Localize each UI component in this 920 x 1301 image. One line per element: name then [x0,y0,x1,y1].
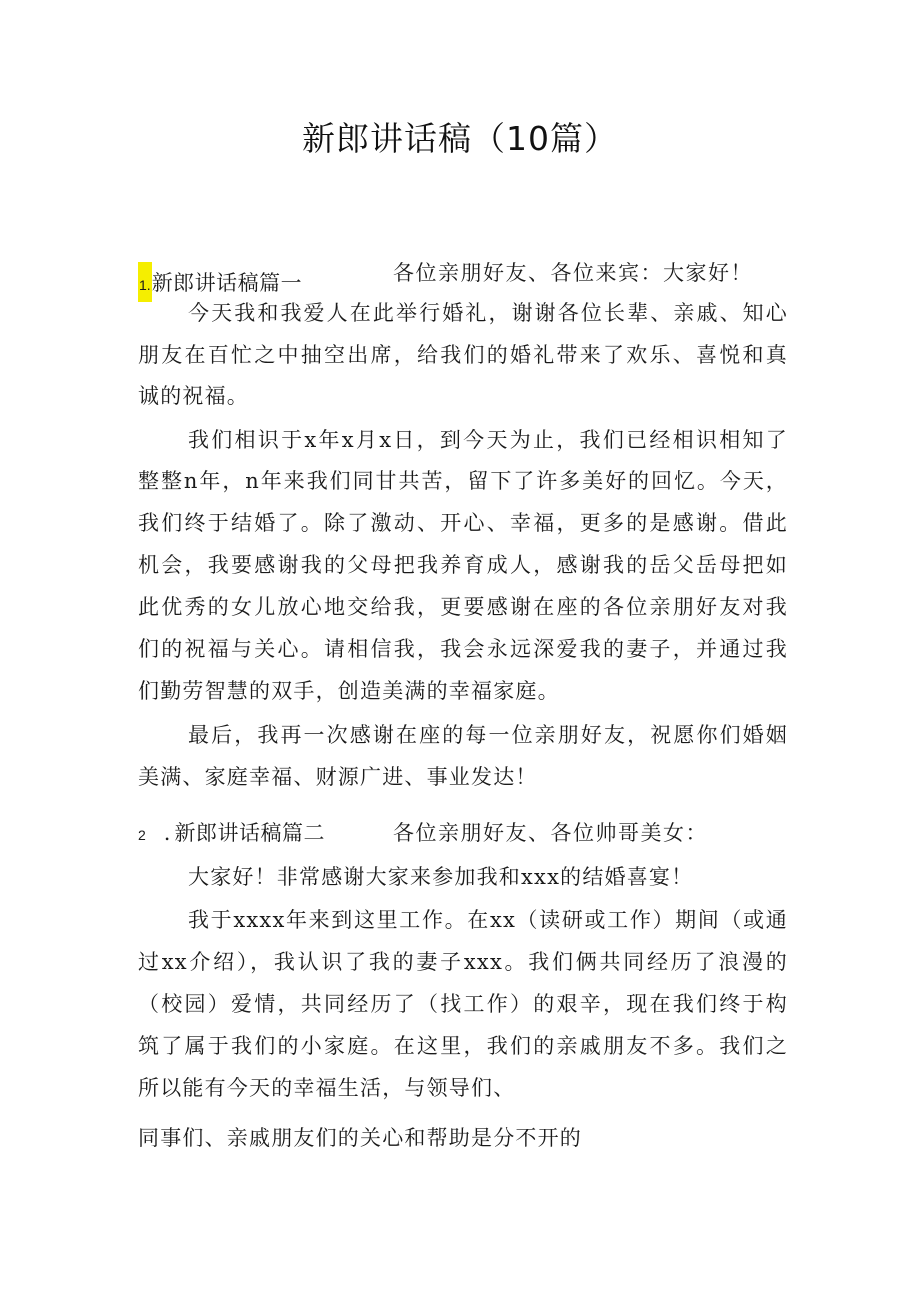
paragraph-line: 美满、家庭幸福、财源广进、事业发达！ [138,765,538,789]
paragraph-line: 同事们、亲戚朋友们的关心和帮助是分不开的 [138,1126,582,1150]
paragraph-line: 整整n年，n年来我们同甘共苦，留下了许多美好的回忆。今天， [138,469,788,493]
paragraph-line: 最后，我再一次感谢在座的每一位亲朋好友，祝愿你们婚姻 [188,723,788,747]
section-2-heading-row [138,818,788,848]
paragraph-line: 所以能有今天的幸福生活，与领导们、 [138,1076,516,1100]
section-1-number: 1. [138,262,152,302]
section-1-heading-row [138,258,788,295]
paragraph-line: 机会，我要感谢我的父母把我养育成人，感谢我的岳父岳母把如 [138,553,788,577]
paragraph-line: 此优秀的女儿放心地交给我，更要感谢在座的各位亲朋好友对我 [138,595,788,619]
section-2-greeting: 各位亲朋好友、各位帅哥美女： [393,821,708,845]
paragraph-line: 我于xxxx年来到这里工作。在xx（读研或工作）期间（或通 [188,908,788,932]
paragraph-line: 我们相识于x年x月x日，到今天为止，我们已经相识相知了 [188,428,788,452]
paragraph-line: 们的祝福与关心。请相信我，我会永远深爱我的妻子，并通过我 [138,637,788,661]
section-1-heading: 新郎讲话稿篇一 [151,271,303,295]
section-2-dot: . [163,821,171,845]
paragraph-line: 我们终于结婚了。除了激动、开心、幸福，更多的是感谢。借此 [138,511,788,535]
paragraph-line: 筑了属于我们的小家庭。在这里，我们的亲戚朋友不多。我们之 [138,1034,788,1058]
paragraph-line: 大家好！非常感谢大家来参加我和xxx的结婚喜宴！ [188,865,694,889]
paragraph-line: （校园）爱情，共同经历了（找工作）的艰辛，现在我们终于构 [138,992,788,1016]
paragraph-line: 过xx介绍），我认识了我的妻子xxx。我们俩共同经历了浪漫的 [138,950,788,974]
section-2-number: 2 [138,827,146,843]
page-title: 新郎讲话稿（10篇） [302,119,618,158]
paragraph-line: 们勤劳智慧的双手，创造美满的幸福家庭。 [138,679,560,703]
paragraph-line: 诚的祝福。 [138,384,249,408]
paragraph-line: 朋友在百忙之中抽空出席，给我们的婚礼带来了欢乐、喜悦和真 [138,343,788,367]
paragraph-line: 今天我和我爱人在此举行婚礼，谢谢各位长辈、亲戚、知心 [188,301,788,325]
section-1-greeting: 各位亲朋好友、各位来宾：大家好！ [393,261,753,285]
section-2-heading: 新郎讲话稿篇二 [174,821,325,845]
